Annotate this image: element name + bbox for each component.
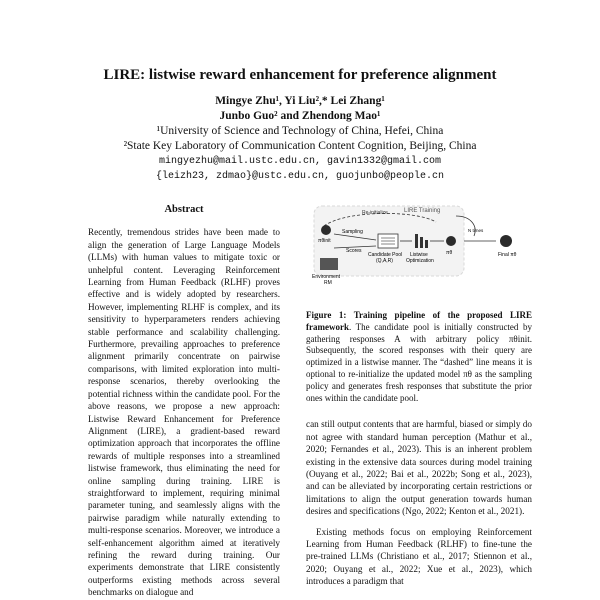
final-policy-icon <box>500 235 512 247</box>
sampling-label: Sampling <box>342 229 363 235</box>
affiliation-2: ²State Key Laboratory of Communication Content Cognition, Beijing, China <box>123 140 477 152</box>
listwise-label: Listwise <box>410 252 428 258</box>
candidate-pool-label: Candidate Pool <box>368 252 403 258</box>
email-line-2: {leizh23, zdmao}@ustc.edu.cn, guojunbo@people.cn <box>155 171 445 182</box>
final-policy-label: Final πθ <box>498 252 517 258</box>
candidate-pool-sub: (Q,A,R) <box>376 258 393 264</box>
environment-sub: RM <box>324 280 332 286</box>
body-text <box>306 418 532 587</box>
caption-bold: Figure 1: Training pipeline of the proposed LIRE framework <box>306 310 532 332</box>
caption-rest: . The candidate pool is initially constructed by gathering responses A with arbitrary policy πθinit. Subsequently, the scored responses with their query are optimized in a listwise manner. The “dashed” line means it is optional to re-initialize the updated model πθ as the sampling policy and generates fresh responses that substitute the prior ones within the candidate pool. <box>306 321 532 403</box>
iterate-label: N times <box>468 228 484 233</box>
lire-training-label: LIRE Training <box>404 208 441 214</box>
paper-title: LIRE: listwise reward enhancement for preference alignment <box>103 67 497 83</box>
policy-icon <box>446 236 456 246</box>
reinit-label: Re-initialize <box>362 210 388 216</box>
abstract-text: Recently, tremendous strides have been made to align the generation of Large Language Models (LLMs) with human values to mitigate toxic or unhelpful content. Leveraging Reinforcement Learning from Human Feedback (RLHF) proves effective and is widely adopted by researchers. However, implementing RLHF is complex, and its sensitivity to hyperparameters renders achieving stable performance and scalability challenging. Furthermore, prevailing approaches to preference alignment primarily concentrate on pairwise comparisons, with limited exploration into multi-response scenarios, thereby overlooking the potential richness within the candidate pool. For the above reasons, we propose a new approach: Listwise Reward Enhancement for Preference Alignment (LIRE), a gradient-based reward optimization approach that incorporates the offline rewards of multiple responses into a streamlined listwise framework, thus eliminating the need for online sampling during training. LIRE is straightforward to implement, requiring minimal parameter tuning, and seamlessly aligns with the pairwise paradigm while naturally extending to multi-response scenarios. Moreover, we introduce a self-enhancement algorithm aimed at iteratively refining the reward during training. Our experiments demonstrate that LIRE consistently outperforms existing methods across several benchmarks on dialogue and <box>88 227 280 598</box>
scores-label: Scores <box>346 248 362 254</box>
body-paragraph-1: can still output contents that are harmful, biased or simply do not agree with standard human perception (Mathur et al., 2020; Fernandes et al., 2023). This is an inherent problem existing in the extensive data sources during model training (Ouyang et al., 2022; Bai et al., 2022b; Song et al., 2023), and can be alleviated by incorporating certain restrictions or limitations to align the output generation towards human desires and specifications (Ngo, 2022; Kenton et al., 2021). <box>306 419 532 517</box>
pipeline-diagram <box>306 196 532 304</box>
figure-caption <box>306 310 532 404</box>
policy-init-icon <box>321 225 331 235</box>
right-column <box>306 196 532 596</box>
authors-line-2: Junbo Guo² and Zhendong Mao¹ <box>219 110 381 122</box>
author-block <box>0 94 600 184</box>
environment-icon <box>320 258 338 270</box>
body-paragraph-2: Existing methods focus on employing Reinforcement Learning from Human Feedback (RLHF) to fine-tune the pre-trained LLMs (Christiano et al., 2017; Stiennon et al., 2020; Ouyang et al., 2022; Xue et al., 2023), which introduces a paradigm that <box>306 526 532 587</box>
policy-init-label: πθinit <box>318 238 331 244</box>
optimization-label: Optimization <box>406 258 434 264</box>
figure-1 <box>306 196 532 304</box>
authors-line-1: Mingye Zhu¹, Yi Liu²,* Lei Zhang¹ <box>215 95 385 107</box>
policy-label: πθ <box>446 250 453 256</box>
affiliation-1: ¹University of Science and Technology of China, Hefei, China <box>156 125 444 137</box>
environment-label: Environment <box>312 274 341 280</box>
email-line-1: mingyezhu@mail.ustc.edu.cn, gavin1332@gmail.com <box>158 156 442 167</box>
abstract-heading: Abstract <box>164 204 204 215</box>
abstract-column <box>88 204 280 599</box>
